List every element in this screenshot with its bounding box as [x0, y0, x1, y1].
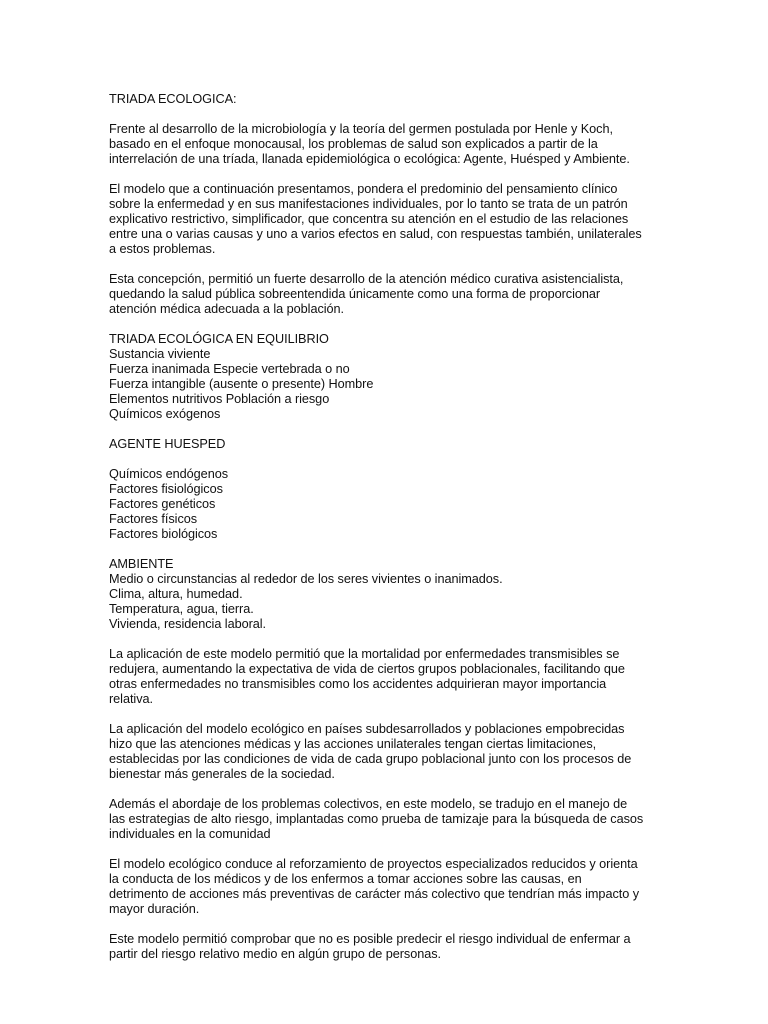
list-item: Elementos nutritivos Población a riesgo [109, 392, 330, 406]
text-line: quedando la salud pública sobreentendida únicamente como una forma de proporcionar [109, 287, 601, 301]
text-line: a estos problemas. [109, 242, 216, 256]
document-page [109, 92, 669, 977]
reinforcement-paragraph [109, 857, 669, 917]
section-heading: TRIADA ECOLÓGICA EN EQUILIBRIO [109, 332, 329, 346]
list-item: Factores físicos [109, 512, 198, 526]
list-item: Factores genéticos [109, 497, 216, 511]
text-line: individuales en la comunidad [109, 827, 271, 841]
list-item: Factores biológicos [109, 527, 218, 541]
text-line: explicativo restrictivo, simplificador, que concentra su atención en el estudio de las relaciones [109, 212, 629, 226]
list-item: Sustancia viviente [109, 347, 211, 361]
section-heading: AGENTE HUESPED [109, 437, 226, 451]
text-line: sobre la enfermedad y en sus manifestaciones individuales, por lo tanto se trata de un patrón [109, 197, 628, 211]
text-line: atención médica adecuada a la población. [109, 302, 345, 316]
text-line: Frente al desarrollo de la microbiología y la teoría del germen postulada por Henle y Koch, [109, 122, 613, 136]
text-line: interrelación de una tríada, llanada epidemiológica o ecológica: Agente, Huésped y Ambiente. [109, 152, 630, 166]
text-line: las estrategias de alto riesgo, implantadas como prueba de tamizaje para la búsqueda de casos [109, 812, 644, 826]
list-item: Medio o circunstancias al rededor de los seres vivientes o inanimados. [109, 572, 503, 586]
list-item: Químicos endógenos [109, 467, 228, 481]
text-line: otras enfermedades no transmisibles como los accidentes adquirieran mayor importancia [109, 677, 607, 691]
list-item: Fuerza intangible (ausente o presente) Hombre [109, 377, 374, 391]
equilibrio-section [109, 332, 669, 422]
model-paragraph [109, 182, 669, 257]
text-line: relativa. [109, 692, 153, 706]
agente-huesped-section [109, 437, 669, 542]
section-heading: AMBIENTE [109, 557, 174, 571]
text-line: Esta concepción, permitió un fuerte desarrollo de la atención médico curativa asistencialista, [109, 272, 624, 286]
text-line: Además el abordaje de los problemas colectivos, en este modelo, se tradujo en el manejo de [109, 797, 628, 811]
document-title: TRIADA ECOLOGICA: [109, 92, 237, 106]
text-line: basado en el enfoque monocausal, los problemas de salud son explicados a partir de la [109, 137, 598, 151]
list-item: Vivienda, residencia laboral. [109, 617, 267, 631]
text-line: La aplicación de este modelo permitió que la mortalidad por enfermedades transmisibles se [109, 647, 620, 661]
risk-paragraph [109, 932, 669, 962]
text-line: redujera, aumentando la expectativa de vida de ciertos grupos poblacionales, facilitando que [109, 662, 625, 676]
list-item: Fuerza inanimada Especie vertebrada o no [109, 362, 350, 376]
list-item: Clima, altura, humedad. [109, 587, 243, 601]
concept-paragraph [109, 272, 669, 317]
ambiente-section [109, 557, 669, 632]
list-item: Químicos exógenos [109, 407, 221, 421]
list-item: Factores fisiológicos [109, 482, 223, 496]
text-line: mayor duración. [109, 902, 200, 916]
text-line: El modelo ecológico conduce al reforzamiento de proyectos especializados reducidos y orienta [109, 857, 638, 871]
collective-paragraph [109, 797, 669, 842]
intro-paragraph [109, 122, 669, 167]
application-paragraph [109, 647, 669, 707]
text-line: detrimento de acciones más preventivas de carácter más colectivo que tendrían más impacto y [109, 887, 639, 901]
text-line: La aplicación del modelo ecológico en países subdesarrollados y poblaciones empobrecidas [109, 722, 625, 736]
text-line: partir del riesgo relativo medio en algún grupo de personas. [109, 947, 442, 961]
text-line: Este modelo permitió comprobar que no es posible predecir el riesgo individual de enfermar a [109, 932, 631, 946]
text-line: establecidas por las condiciones de vida de cada grupo poblacional junto con los procesos de [109, 752, 632, 766]
text-line: bienestar más generales de la sociedad. [109, 767, 335, 781]
list-item: Temperatura, agua, tierra. [109, 602, 254, 616]
text-line: El modelo que a continuación presentamos, pondera el predominio del pensamiento clínico [109, 182, 618, 196]
text-line: entre una o varias causas y uno a varios efectos en salud, con respuestas también, unilaterales [109, 227, 642, 241]
countries-paragraph [109, 722, 669, 782]
text-line: hizo que las atenciones médicas y las acciones unilaterales tengan ciertas limitaciones, [109, 737, 597, 751]
text-line: la conducta de los médicos y de los enfermos a tomar acciones sobre las causas, en [109, 872, 582, 886]
